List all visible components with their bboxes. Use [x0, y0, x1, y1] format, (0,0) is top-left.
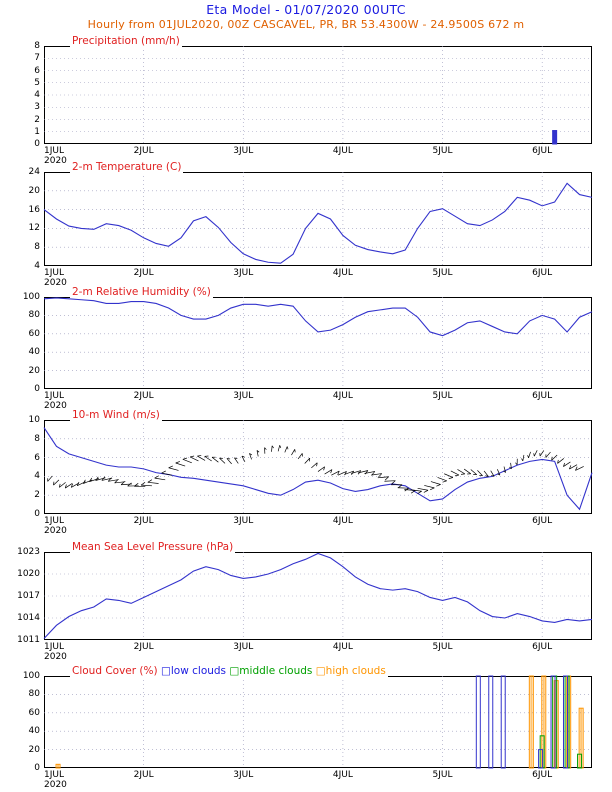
x-axis-year: 2020 [44, 156, 67, 166]
y-axis-tick: 0 [34, 763, 40, 773]
x-axis-tick: 5JUL [432, 516, 453, 526]
cloud-cover-label: Cloud Cover (%) [72, 665, 158, 677]
x-axis-tick: 1JUL [44, 516, 64, 526]
x-axis-tick: 1JUL [44, 146, 64, 156]
y-axis-tick: 3 [34, 102, 40, 113]
panel-title-temperature: 2-m Temperature (C) [72, 161, 182, 173]
x-axis-tick: 1JUL [44, 391, 64, 401]
y-axis-tick: 1020 [17, 569, 40, 579]
x-axis-tick: 4JUL [332, 516, 353, 526]
y-axis-tick: 1011 [17, 635, 40, 645]
x-axis-year: 2020 [44, 526, 67, 536]
x-axis-tick: 6JUL [532, 391, 553, 401]
chart-title: Eta Model - 01/07/2020 00UTC [206, 2, 406, 17]
legend-high-clouds: □high clouds [315, 665, 386, 677]
y-axis-tick: 60 [28, 707, 40, 718]
x-axis-tick: 3JUL [233, 391, 254, 401]
x-axis-tick: 4JUL [332, 268, 353, 278]
y-axis-tick: 8 [34, 433, 40, 444]
cloud-cover-plot [44, 676, 592, 768]
y-axis-tick: 20 [28, 185, 40, 196]
panel-wind [28, 409, 592, 536]
y-axis-tick: 40 [28, 347, 40, 358]
mslp-plot [44, 552, 592, 640]
y-axis-tick: 80 [28, 310, 40, 321]
x-axis-tick: 5JUL [432, 642, 453, 652]
x-axis-tick: 3JUL [233, 516, 254, 526]
y-axis-tick: 2 [34, 490, 40, 501]
x-axis-year: 2020 [44, 278, 67, 288]
x-axis-tick: 2JUL [133, 391, 154, 401]
chart-subtitle: Hourly from 01JUL2020, 00Z CASCAVEL, PR, BR 53.4300W - 24.9500S 672 m [87, 18, 525, 31]
legend-middle-clouds: □middle clouds [229, 665, 313, 677]
x-axis-tick: 1JUL [44, 268, 64, 278]
y-axis-tick: 0 [34, 139, 40, 149]
x-axis-tick: 3JUL [233, 770, 254, 780]
panel-cloud-cover [22, 665, 592, 790]
y-axis-tick: 1 [34, 126, 40, 137]
temperature-plot [44, 172, 592, 266]
panel-relative-humidity [22, 286, 592, 411]
y-axis-tick: 4 [34, 90, 40, 100]
y-axis-tick: 8 [34, 242, 40, 253]
y-axis-tick: 8 [34, 41, 40, 51]
x-axis-tick: 2JUL [133, 516, 154, 526]
x-axis-year: 2020 [44, 652, 67, 662]
x-axis-tick: 5JUL [432, 391, 453, 401]
relative-humidity-plot [44, 297, 592, 389]
panel-temperature [28, 161, 592, 288]
x-axis-tick: 2JUL [133, 268, 154, 278]
x-axis-tick: 3JUL [233, 642, 254, 652]
y-axis-tick: 6 [34, 452, 40, 463]
panel-title-wind: 10-m Wind (m/s) [72, 409, 160, 421]
panel-title-mslp: Mean Sea Level Pressure (hPa) [72, 541, 234, 553]
y-axis-tick: 1017 [17, 591, 40, 601]
x-axis-tick: 5JUL [432, 146, 453, 156]
x-axis-tick: 4JUL [332, 642, 353, 652]
y-axis-tick: 2 [34, 114, 40, 125]
y-axis-tick: 4 [34, 471, 40, 482]
x-axis-tick: 4JUL [332, 146, 353, 156]
x-axis-tick: 4JUL [332, 391, 353, 401]
x-axis-tick: 4JUL [332, 770, 353, 780]
x-axis-year: 2020 [44, 401, 67, 411]
y-axis-tick: 60 [28, 328, 40, 339]
y-axis-tick: 1023 [17, 547, 40, 557]
y-axis-tick: 80 [28, 689, 40, 700]
x-axis-tick: 6JUL [532, 770, 553, 780]
panel-title-precipitation: Precipitation (mm/h) [72, 35, 180, 47]
x-axis-tick: 2JUL [133, 146, 154, 156]
x-axis-tick: 2JUL [133, 770, 154, 780]
x-axis-tick: 6JUL [532, 642, 553, 652]
x-axis-tick: 6JUL [532, 268, 553, 278]
y-axis-tick: 7 [34, 53, 40, 64]
y-axis-tick: 0 [34, 384, 40, 394]
y-axis-tick: 0 [34, 509, 40, 519]
y-axis-tick: 24 [28, 167, 40, 177]
panel-title-cloud-cover [70, 665, 388, 677]
panel-title-relative-humidity: 2-m Relative Humidity (%) [72, 286, 211, 298]
x-axis-tick: 6JUL [532, 516, 553, 526]
y-axis-tick: 20 [28, 744, 40, 755]
y-axis-tick: 40 [28, 726, 40, 737]
x-axis-tick: 5JUL [432, 268, 453, 278]
x-axis-tick: 2JUL [133, 642, 154, 652]
y-axis-tick: 16 [28, 204, 40, 215]
x-axis-tick: 3JUL [233, 146, 254, 156]
panel-mslp [17, 541, 592, 662]
y-axis-tick: 12 [28, 223, 40, 234]
x-axis-year: 2020 [44, 780, 67, 790]
y-axis-tick: 5 [34, 77, 40, 88]
y-axis-tick: 100 [22, 292, 40, 302]
panel-precipitation [34, 35, 592, 166]
y-axis-tick: 100 [22, 671, 40, 681]
y-axis-tick: 4 [34, 261, 40, 271]
y-axis-tick: 6 [34, 65, 40, 76]
x-axis-tick: 3JUL [233, 268, 254, 278]
x-axis-tick: 1JUL [44, 770, 64, 780]
precipitation-plot [44, 46, 592, 144]
wind-plot [44, 420, 592, 514]
y-axis-tick: 20 [28, 365, 40, 376]
y-axis-tick: 10 [28, 415, 40, 425]
x-axis-tick: 1JUL [44, 642, 64, 652]
x-axis-tick: 5JUL [432, 770, 453, 780]
y-axis-tick: 1014 [17, 613, 40, 623]
legend-low-clouds: □low clouds [160, 665, 227, 677]
x-axis-tick: 6JUL [532, 146, 553, 156]
